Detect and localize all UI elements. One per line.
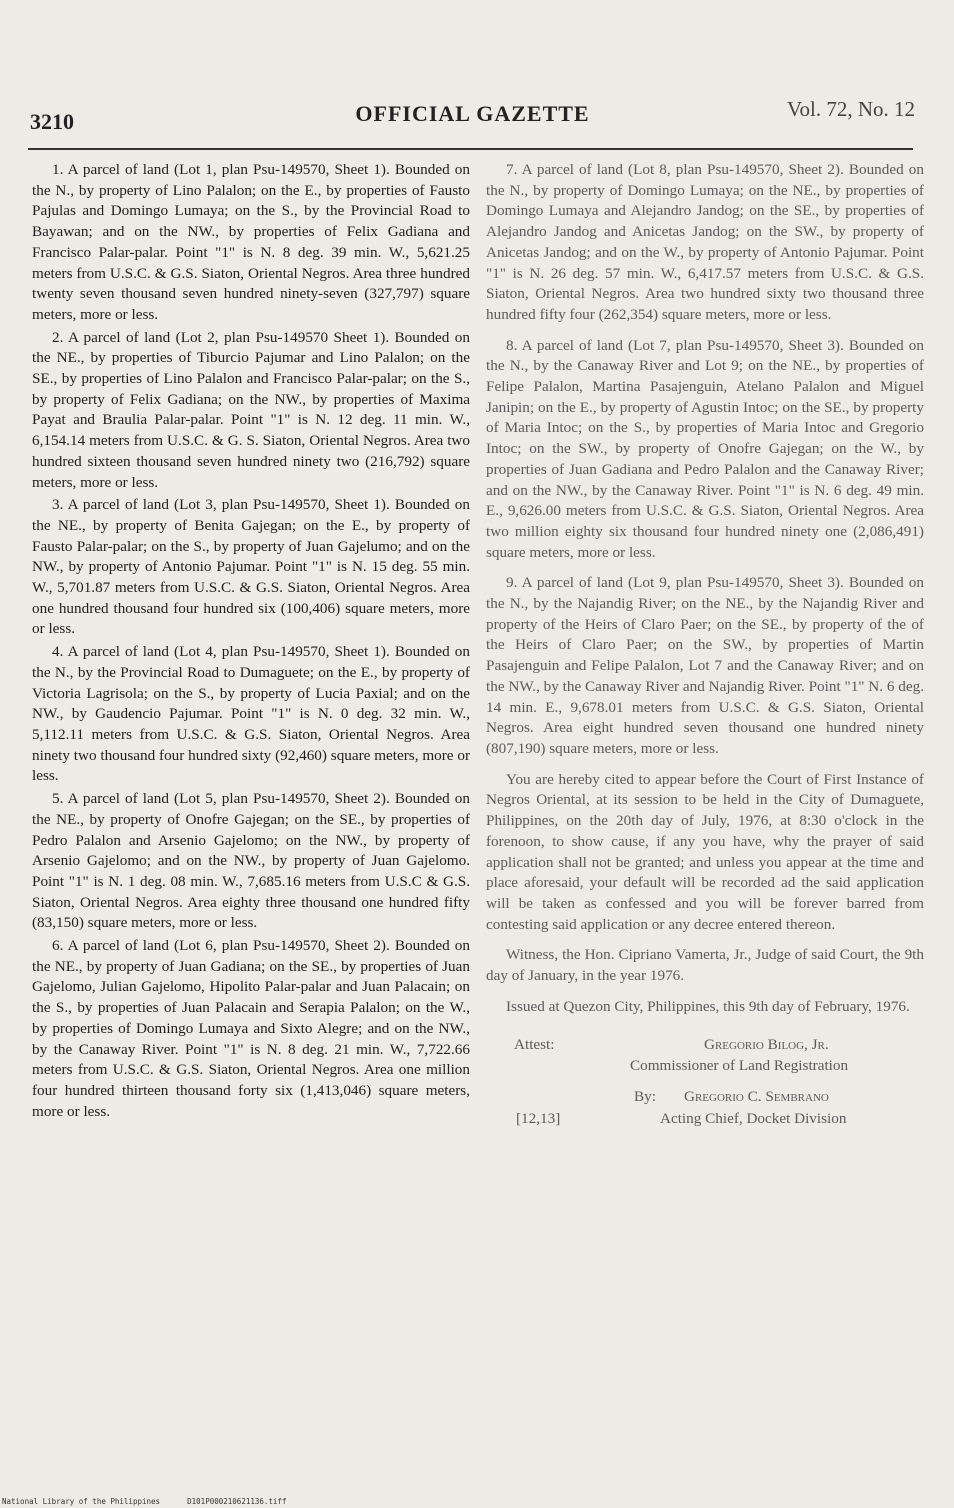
scan-footer bbox=[2, 1497, 286, 1506]
issue-reference: [12,13] bbox=[516, 1110, 561, 1128]
signatory-title: Commissioner of Land Registration bbox=[630, 1057, 849, 1075]
footer-source: National Library of the Philippines bbox=[2, 1497, 161, 1506]
publication-title: OFFICIAL GAZETTE bbox=[355, 101, 590, 126]
signatory-name: Gregorio Bilog, Jr. bbox=[704, 1036, 829, 1054]
citation-paragraph: You are hereby cited to appear before the Court of First Instance of Negros Oriental, at its session to be held in the City of Dumaguete, Philippines, on the 20th day of July, 1976, at 8:30 o'clock in the forenoon, to show cause, if any you have, why the prayer of said application shall not be granted; and unless you appear at the time and place aforesaid, your default will be recorded ad the said application will be taken as confessed and you will be forever barred from contesting said application or any decree entered thereon. bbox=[486, 770, 924, 933]
signature-block bbox=[486, 1029, 924, 1139]
right-column bbox=[486, 160, 924, 1435]
parcel-paragraph: 4. A parcel of land (Lot 4, plan Psu-149570, Sheet 1). Bounded on the N., by the Provincial Road to Dumaguete; on the E., by property of Victoria Lagrisola; on the S., by property of Lucia Paxial; and on the NW., by Gaudencio Pajumar. Point "1" is N. 0 deg. 32 min. W., 5,112.11 meters from U.S.C. & G.S. Siaton, Oriental Negros. Area ninety two thousand four hundred sixty (92,460) square meters, more or less. bbox=[32, 643, 470, 785]
signatory-name: Gregorio C. Sembrano bbox=[684, 1088, 829, 1106]
left-column bbox=[32, 160, 470, 1435]
witness-paragraph: Witness, the Hon. Cipriano Vamerta, Jr., Judge of said Court, the 9th day of January, in the year 1976. bbox=[486, 946, 924, 985]
parcel-paragraph: 9. A parcel of land (Lot 9, plan Psu-149570, Sheet 3). Bounded on the N., by the Najandig River; on the NE., by the Najandig River and property of the Heirs of Claro Paer; on the SE., by property of the of the Heirs of Claro Paer; on the SW., by properties of Martin Pasajenguin and Felipe Palalon, Lot 7 and the Canaway River; and on the NW., by the Canaway River and Najandig River. Point "1" N. 6 deg. 14 min. E., 9,678.01 meters from U.S.C. & G.S. Siaton, Oriental Negros. Area eight hundred seven thousand one hundred ninety (807,190) square meters, more or less. bbox=[486, 574, 924, 757]
parcel-paragraph: 1. A parcel of land (Lot 1, plan Psu-149570, Sheet 1). Bounded on the N., by property of Lino Palalon; on the E., by properties of Fausto Pajulas and Domingo Lumaya; on the S., by the Provincial Road to Bayawan; and on the NW., by properties of Felix Gadiana and Francisco Palar-palar. Point "1" is N. 8 deg. 39 min. W., 5,621.25 meters from U.S.C. & G.S. Siaton, Oriental Negros. Area three hundred twenty seven thousand seven hundred ninety-seven (327,797) square meters, more or less. bbox=[32, 161, 470, 323]
volume-number: Vol. 72, No. 12 bbox=[787, 97, 915, 121]
parcel-paragraph: 5. A parcel of land (Lot 5, plan Psu-149570, Sheet 2). Bounded on the NE., by property of Onofre Gajegan; on the SE., by properties of Pedro Palalon and Arsenio Gajelomo; on the NW., by property of Arsenio Gajelomo; and on the NW., by property of Juan Gajelomo. Point "1" is N. 1 deg. 08 min. W., 7,685.16 meters from U.S.C & G.S. Siaton, Oriental Negros. Area eighty three thousand one hundred fifty (83,150) square meters, more or less. bbox=[32, 790, 470, 932]
parcel-paragraph: 2. A parcel of land (Lot 2, plan Psu-149570 Sheet 1). Bounded on the NE., by properties of Tiburcio Pajumar and Lino Palalon; on the SE., by properties of Lino Palalon and Francisco Palar-palar; on the S., by property of Felix Gadiana; on the NW., by properties of Maxima Payat and Braulia Palar-palar. Point "1" is N. 12 deg. 11 min. W., 6,154.14 meters from U.S.C. & G. S. Siaton, Oriental Negros. Area two hundred sixteen thousand seven hundred ninety two (216,792) square meters, more or less. bbox=[32, 328, 470, 491]
parcel-paragraph: 3. A parcel of land (Lot 3, plan Psu-149570, Sheet 1). Bounded on the NE., by property of Benita Gajegan; on the E., by property of Fausto Palar-palar; on the S., by property of Juan Gajelumo; and on the NW., by property of Antonio Pajumar. Point "1" is N. 15 deg. 55 min. W., 5,701.87 meters from U.S.C. & G.S. Siaton, Oriental Negros. Area one hundred thousand four hundred six (100,406) square meters, more or less. bbox=[32, 496, 470, 638]
issued-paragraph: Issued at Quezon City, Philippines, this 9th day of February, 1976. bbox=[506, 997, 910, 1015]
page-header bbox=[30, 95, 915, 135]
page-number: 3210 bbox=[30, 109, 74, 134]
by-label: By: bbox=[634, 1088, 656, 1106]
attest-label: Attest: bbox=[514, 1036, 555, 1054]
footer-file: D101P000210621136.tiff bbox=[187, 1497, 287, 1506]
parcel-paragraph: 6. A parcel of land (Lot 6, plan Psu-149570, Sheet 2). Bounded on the NE., by property of Juan Gadiana; on the SE., by properties of Juan Gajelomo, Julian Gajelomo, Hipolito Palar-palar and Juan Palacain; on the S., by properties of Juan Palacain and Serapia Palalon; on the W., by properties of Domingo Lumaya and Sixto Alegre; and on the NW., by the Canaway River. Point "1" is N. 8 deg. 21 min. W., 7,722.66 meters from U.S.C. & G.S. Siaton, Oriental Negros. Area one million four hundred thirteen thousand forty six (1,413,046) square meters, more or less. bbox=[32, 937, 470, 1120]
parcel-paragraph: 7. A parcel of land (Lot 8, plan Psu-149570, Sheet 2). Bounded on the N., by property of Domingo Lumaya; on the NE., by properties of Domingo Lumaya and Alejandro Jandog; on the SE., by properties of Alejandro Jandog and Anicetas Jandog; on the SW., by property of Anicetas Jandog; and on the W., by property of Antonio Pajumar. Point "1" is N. 26 deg. 57 min. W., 6,417.57 meters from U.S.C. & G.S. Siaton, Oriental Negros. Area two hundred sixty two thousand three hundred fifty four (262,354) square meters, more or less. bbox=[486, 161, 924, 323]
parcel-paragraph: 8. A parcel of land (Lot 7, plan Psu-149570, Sheet 3). Bounded on the N., by the Canaway River and Lot 9; on the NE., by properties of Felipe Palalon, Martina Pasajenguin, Atelano Palalon and Miguel Janipin; on the E., by property of Agustin Intoc; on the SE., by property of Maria Intoc; on the S., by properties of Maria Intoc and Gregorio Intoc; on the SW., by property of Onofre Gajegan; on the W., by properties of Juan Gadiana and Pedro Palalon and the Canaway River; and on the NW., by the Canaway River. Point "1" is N. 6 deg. 49 min. E., 9,626.00 meters from U.S.C. & G.S. Siaton, Oriental Negros. Area two million eighty six thousand four hundred ninety one (2,086,491) square meters, more or less. bbox=[486, 336, 924, 561]
signatory-title: Acting Chief, Docket Division bbox=[660, 1110, 847, 1128]
header-rule bbox=[28, 148, 913, 150]
